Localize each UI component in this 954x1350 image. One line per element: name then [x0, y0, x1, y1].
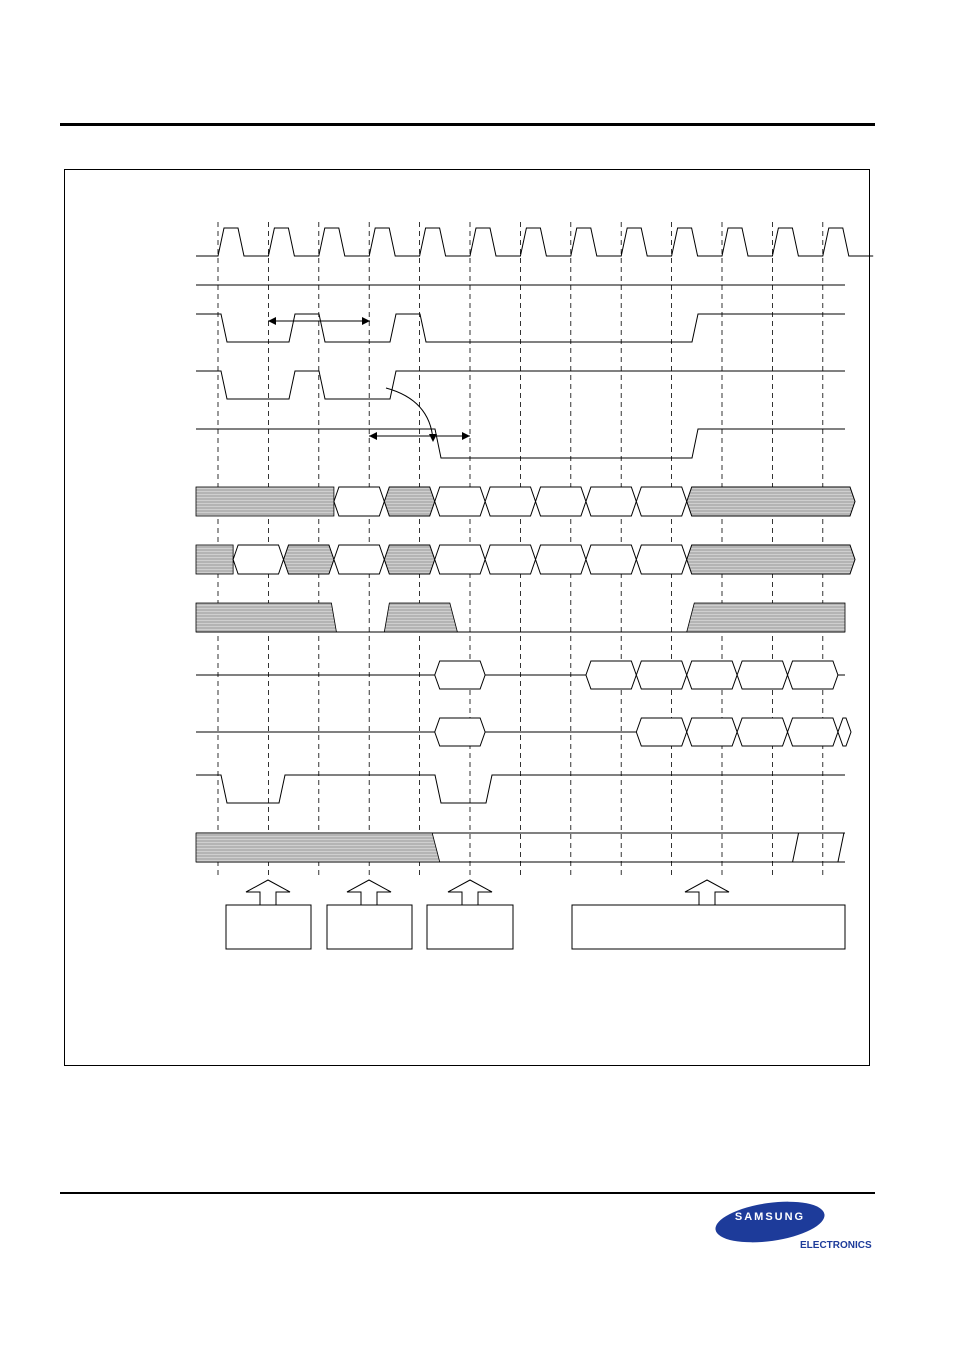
bus5-valid: [636, 718, 686, 746]
bus2-hatch: [196, 545, 233, 574]
bus2-valid: [435, 545, 485, 574]
timing-arrow-2-head-left: [369, 432, 377, 440]
causality-arrow-head: [429, 434, 437, 442]
bus1-valid: [536, 487, 586, 516]
annotation-up-arrow: [685, 880, 729, 905]
bus2-valid: [586, 545, 636, 574]
timing-arrow-1-head-left: [268, 317, 276, 325]
bus6-hatch: [196, 833, 440, 862]
annotation-box: [572, 905, 845, 949]
bus5-valid: [737, 718, 787, 746]
clock-trace: [196, 228, 873, 256]
annotation-up-arrow: [448, 880, 492, 905]
logo-subtitle: ELECTRONICS: [800, 1240, 872, 1251]
bus5-valid: [838, 718, 851, 746]
signal-traces: [196, 228, 873, 862]
annotation-up-arrow: [246, 880, 290, 905]
bus2-valid: [536, 545, 586, 574]
bus5-valid: [435, 718, 485, 746]
bus4-valid: [788, 661, 838, 689]
bus2-hatch-tail: [687, 545, 855, 574]
bus1-valid: [586, 487, 636, 516]
annotation-up-arrow: [347, 880, 391, 905]
bus4-valid: [737, 661, 787, 689]
annotation-box: [427, 905, 513, 949]
annotation-boxes: [226, 880, 845, 949]
bus6-gap-mark: [838, 833, 844, 862]
bus3-hatch: [687, 603, 845, 632]
bus2-valid: [485, 545, 535, 574]
annotation-box: [226, 905, 311, 949]
bus3-hatch: [384, 603, 457, 632]
bus4-valid: [435, 661, 485, 689]
bus6-gap-mark: [793, 833, 799, 862]
causality-curve: [386, 388, 433, 440]
bus5-valid: [788, 718, 838, 746]
annotation-box: [327, 905, 412, 949]
bus1-hatch: [196, 487, 334, 516]
bus1-hatch-tail: [687, 487, 855, 516]
logo-brand: SAMSUNG: [734, 1211, 806, 1223]
signal-a-trace: [196, 314, 845, 342]
bus4-valid: [586, 661, 636, 689]
timing-arrow-1-head-right: [362, 317, 370, 325]
bus1-valid: [636, 487, 686, 516]
footer-rule: [60, 1192, 875, 1194]
bus4-valid: [636, 661, 686, 689]
bus1-valid: [485, 487, 535, 516]
bus4-valid: [687, 661, 737, 689]
bus1-hatch-seg: [384, 487, 434, 516]
bus2-seg: [334, 545, 384, 574]
timing-arrow-2-head-right: [462, 432, 470, 440]
bus2-seg: [233, 545, 283, 574]
samsung-logo: [712, 1200, 872, 1260]
bus1-valid: [334, 487, 384, 516]
bus2-valid: [636, 545, 686, 574]
bus5-valid: [687, 718, 737, 746]
bus2-seg: [384, 545, 434, 574]
bus1-valid: [435, 487, 485, 516]
bus2-seg: [284, 545, 334, 574]
bus3-hatch: [196, 603, 336, 632]
